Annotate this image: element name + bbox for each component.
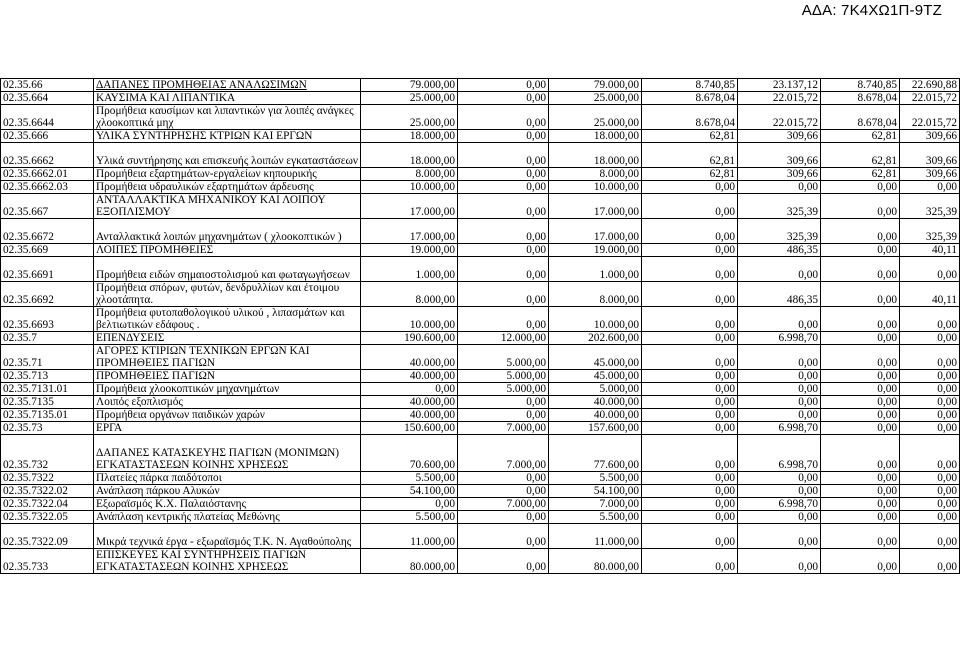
row-col4: 0,00 <box>642 549 738 574</box>
row-col2: 5.000,00 <box>458 383 549 396</box>
row-col2: 0,00 <box>458 130 549 143</box>
row-col5: 309,66 <box>738 168 821 181</box>
row-col6: 0,00 <box>821 370 900 383</box>
row-col1: 190.600,00 <box>361 332 458 345</box>
row-col7: 0,00 <box>900 511 960 524</box>
row-col4: 8.678,04 <box>642 105 738 130</box>
row-col3: 5.500,00 <box>549 511 642 524</box>
row-col6: 0,00 <box>821 524 900 549</box>
row-col7: 40,11 <box>900 244 960 257</box>
row-desc: Ανταλλακτικά λοιπών μηχανημάτων ( χλοοκοπτικών ) <box>94 219 361 244</box>
row-col4: 0,00 <box>642 435 738 472</box>
row-code: 02.35.713 <box>1 370 94 383</box>
row-col4: 8.740,85 <box>642 79 738 92</box>
row-desc: Ανάπλαση πάρκου Αλυκών <box>94 485 361 498</box>
row-desc: ΕΠΕΝΔΥΣΕΙΣ <box>94 332 361 345</box>
row-col6: 0,00 <box>821 244 900 257</box>
row-col4: 62,81 <box>642 168 738 181</box>
row-col5: 0,00 <box>738 383 821 396</box>
row-col4: 0,00 <box>642 194 738 219</box>
row-col5: 0,00 <box>738 409 821 422</box>
row-col1: 40.000,00 <box>361 409 458 422</box>
row-col5: 22.015,72 <box>738 105 821 130</box>
row-col1: 1.000,00 <box>361 257 458 282</box>
table-row <box>1 549 960 574</box>
row-code: 02.35.7135 <box>1 396 94 409</box>
row-col4: 62,81 <box>642 143 738 168</box>
row-col3: 54.100,00 <box>549 485 642 498</box>
row-col6: 0,00 <box>821 383 900 396</box>
row-col4: 0,00 <box>642 498 738 511</box>
row-col7: 0,00 <box>900 472 960 485</box>
row-col4: 0,00 <box>642 485 738 498</box>
row-desc: ΕΠΙΣΚΕΥΕΣ ΚΑΙ ΣΥΝΤΗΡΗΣΕΙΣ ΠΑΓΙΩΝ ΕΓΚΑΤΑΣΤΑΣΕΩΝ ΚΟΙΝΗΣ ΧΡΗΣΕΩΣ <box>94 549 361 574</box>
row-col2: 0,00 <box>458 79 549 92</box>
row-col6: 0,00 <box>821 332 900 345</box>
row-col1: 11.000,00 <box>361 524 458 549</box>
row-col1: 18.000,00 <box>361 130 458 143</box>
row-col1: 17.000,00 <box>361 194 458 219</box>
row-col3: 11.000,00 <box>549 524 642 549</box>
table-row <box>1 498 960 511</box>
row-code: 02.35.73 <box>1 422 94 435</box>
row-col1: 54.100,00 <box>361 485 458 498</box>
row-desc: ΠΡΟΜΗΘΕΙΕΣ ΠΑΓΙΩΝ <box>94 370 361 383</box>
row-col4: 0,00 <box>642 472 738 485</box>
row-col7: 40,11 <box>900 282 960 307</box>
row-col7: 0,00 <box>900 345 960 370</box>
row-col3: 202.600,00 <box>549 332 642 345</box>
row-col7: 309,66 <box>900 143 960 168</box>
table-row <box>1 79 960 92</box>
row-code: 02.35.6692 <box>1 282 94 307</box>
row-col6: 0,00 <box>821 498 900 511</box>
row-desc: ΕΡΓΑ <box>94 422 361 435</box>
table-row <box>1 332 960 345</box>
row-desc: ΑΝΤΑΛΛΑΚΤΙΚΑ ΜΗΧΑΝΙΚΟΥ ΚΑΙ ΛΟΙΠΟΥ ΕΞΟΠΛΙΣΜΟΥ <box>94 194 361 219</box>
row-code: 02.35.7135.01 <box>1 409 94 422</box>
budget-table <box>0 78 960 574</box>
row-col5: 22.015,72 <box>738 92 821 105</box>
budget-rows <box>1 79 960 574</box>
row-col6: 0,00 <box>821 219 900 244</box>
row-col6: 0,00 <box>821 511 900 524</box>
row-col1: 150.600,00 <box>361 422 458 435</box>
row-col2: 5.000,00 <box>458 345 549 370</box>
row-col4: 62,81 <box>642 130 738 143</box>
row-col1: 19.000,00 <box>361 244 458 257</box>
row-col3: 157.600,00 <box>549 422 642 435</box>
row-desc: ΑΓΟΡΕΣ ΚΤΙΡΙΩΝ ΤΕΧΝΙΚΩΝ ΕΡΓΩΝ ΚΑΙ ΠΡΟΜΗΘΕΙΕΣ ΠΑΓΙΩΝ <box>94 345 361 370</box>
row-col3: 40.000,00 <box>549 396 642 409</box>
row-desc: ΔΑΠΑΝΕΣ ΚΑΤΑΣΚΕΥΗΣ ΠΑΓΙΩΝ (ΜΟΝΙΜΩΝ) ΕΓΚΑΤΑΣΤΑΣΕΩΝ ΚΟΙΝΗΣ ΧΡΗΣΕΩΣ <box>94 435 361 472</box>
row-col2: 7.000,00 <box>458 435 549 472</box>
row-code: 02.35.667 <box>1 194 94 219</box>
row-code: 02.35.7322.09 <box>1 524 94 549</box>
row-col1: 40.000,00 <box>361 345 458 370</box>
row-col7: 22.690,88 <box>900 79 960 92</box>
row-col2: 0,00 <box>458 396 549 409</box>
row-col3: 1.000,00 <box>549 257 642 282</box>
table-row <box>1 511 960 524</box>
row-desc: Προμήθεια οργάνων παιδικών χαρών <box>94 409 361 422</box>
row-col6: 0,00 <box>821 549 900 574</box>
row-col3: 40.000,00 <box>549 409 642 422</box>
row-code: 02.35.6693 <box>1 307 94 332</box>
row-col1: 80.000,00 <box>361 549 458 574</box>
row-col5: 486,35 <box>738 282 821 307</box>
row-desc: ΛΟΙΠΕΣ ΠΡΟΜΗΘΕΙΕΣ <box>94 244 361 257</box>
row-desc: Προμήθεια φυτοπαθολογικού υλικού , λιπασμάτων και βελτιωτικών εδάφους . <box>94 307 361 332</box>
row-col4: 0,00 <box>642 409 738 422</box>
row-code: 02.35.7322 <box>1 472 94 485</box>
row-col4: 0,00 <box>642 307 738 332</box>
row-desc: ΚΑΥΣΙΜΑ ΚΑΙ ΛΙΠΑΝΤΙΚΑ <box>94 92 361 105</box>
row-col4: 0,00 <box>642 396 738 409</box>
row-col5: 0,00 <box>738 511 821 524</box>
row-col4: 0,00 <box>642 370 738 383</box>
row-col5: 0,00 <box>738 345 821 370</box>
row-col2: 0,00 <box>458 181 549 194</box>
row-col2: 0,00 <box>458 244 549 257</box>
row-code: 02.35.6644 <box>1 105 94 130</box>
row-col2: 5.000,00 <box>458 370 549 383</box>
row-col1: 25.000,00 <box>361 105 458 130</box>
row-code: 02.35.7322.02 <box>1 485 94 498</box>
row-col5: 6.998,70 <box>738 332 821 345</box>
row-col7: 0,00 <box>900 370 960 383</box>
row-col5: 6.998,70 <box>738 498 821 511</box>
row-col7: 309,66 <box>900 168 960 181</box>
row-desc: Προμήθεια καυσίμων και λιπαντικών για λοιπές ανάγκες χλοοκοπτικά μηχ <box>94 105 361 130</box>
row-col7: 22.015,72 <box>900 92 960 105</box>
table-row <box>1 105 960 130</box>
row-col4: 0,00 <box>642 257 738 282</box>
row-col4: 0,00 <box>642 524 738 549</box>
row-col3: 8.000,00 <box>549 168 642 181</box>
table-row <box>1 219 960 244</box>
row-desc: Λοιπός εξοπλισμός <box>94 396 361 409</box>
row-col7: 0,00 <box>900 435 960 472</box>
row-col6: 0,00 <box>821 194 900 219</box>
table-row <box>1 435 960 472</box>
row-desc: Υλικά συντήρησης και επισκευής λοιπών εγκαταστάσεων <box>94 143 361 168</box>
row-col5: 6.998,70 <box>738 422 821 435</box>
row-col5: 0,00 <box>738 396 821 409</box>
row-col7: 309,66 <box>900 130 960 143</box>
row-col2: 7.000,00 <box>458 422 549 435</box>
table-row <box>1 92 960 105</box>
row-code: 02.35.7322.05 <box>1 511 94 524</box>
row-code: 02.35.732 <box>1 435 94 472</box>
row-col3: 19.000,00 <box>549 244 642 257</box>
row-col3: 10.000,00 <box>549 181 642 194</box>
row-col4: 0,00 <box>642 345 738 370</box>
row-desc: Προμήθεια σπόρων, φυτών, δενδρυλλίων και έτοιμου χλοοτάπητα. <box>94 282 361 307</box>
row-col1: 25.000,00 <box>361 92 458 105</box>
row-code: 02.35.733 <box>1 549 94 574</box>
row-col3: 5.000,00 <box>549 383 642 396</box>
row-desc: Προμήθεια χλοοκοπτικών μηχανημάτων <box>94 383 361 396</box>
row-col6: 8.678,04 <box>821 92 900 105</box>
row-col5: 0,00 <box>738 181 821 194</box>
row-col2: 0,00 <box>458 524 549 549</box>
table-row <box>1 485 960 498</box>
row-col5: 325,39 <box>738 219 821 244</box>
row-col6: 0,00 <box>821 181 900 194</box>
table-row <box>1 422 960 435</box>
row-col7: 0,00 <box>900 524 960 549</box>
row-col4: 0,00 <box>642 422 738 435</box>
row-col1: 5.500,00 <box>361 511 458 524</box>
row-col7: 0,00 <box>900 181 960 194</box>
table-row <box>1 143 960 168</box>
row-col2: 0,00 <box>458 92 549 105</box>
row-col2: 0,00 <box>458 282 549 307</box>
table-row <box>1 181 960 194</box>
row-col6: 0,00 <box>821 409 900 422</box>
row-col6: 8.678,04 <box>821 105 900 130</box>
row-col7: 0,00 <box>900 383 960 396</box>
row-col1: 40.000,00 <box>361 370 458 383</box>
row-col3: 5.500,00 <box>549 472 642 485</box>
row-col6: 0,00 <box>821 422 900 435</box>
row-code: 02.35.6662.01 <box>1 168 94 181</box>
row-col5: 0,00 <box>738 524 821 549</box>
row-col7: 22.015,72 <box>900 105 960 130</box>
row-col3: 10.000,00 <box>549 307 642 332</box>
row-col1: 8.000,00 <box>361 168 458 181</box>
row-col7: 325,39 <box>900 194 960 219</box>
row-col2: 0,00 <box>458 409 549 422</box>
row-col6: 0,00 <box>821 485 900 498</box>
row-col2: 7.000,00 <box>458 498 549 511</box>
row-col2: 0,00 <box>458 257 549 282</box>
row-desc: Προμήθεια ειδών σημαιοστολισμού και φωταγωγήσεων <box>94 257 361 282</box>
row-col6: 62,81 <box>821 130 900 143</box>
row-col1: 18.000,00 <box>361 143 458 168</box>
row-desc: Ανάπλαση κεντρικής πλατείας Μεθώνης <box>94 511 361 524</box>
row-col3: 17.000,00 <box>549 194 642 219</box>
row-col6: 0,00 <box>821 472 900 485</box>
row-col6: 62,81 <box>821 168 900 181</box>
row-col5: 325,39 <box>738 194 821 219</box>
row-col7: 0,00 <box>900 498 960 511</box>
row-code: 02.35.6672 <box>1 219 94 244</box>
table-row <box>1 472 960 485</box>
row-col4: 0,00 <box>642 219 738 244</box>
row-col3: 18.000,00 <box>549 130 642 143</box>
table-row <box>1 307 960 332</box>
table-row <box>1 168 960 181</box>
row-col4: 0,00 <box>642 383 738 396</box>
row-col7: 0,00 <box>900 409 960 422</box>
row-code: 02.35.7322.04 <box>1 498 94 511</box>
row-col5: 0,00 <box>738 370 821 383</box>
table-row <box>1 282 960 307</box>
row-col1: 5.500,00 <box>361 472 458 485</box>
table-row <box>1 396 960 409</box>
row-col7: 0,00 <box>900 422 960 435</box>
row-col2: 0,00 <box>458 194 549 219</box>
row-col3: 8.000,00 <box>549 282 642 307</box>
table-row <box>1 370 960 383</box>
row-col5: 309,66 <box>738 143 821 168</box>
table-row <box>1 383 960 396</box>
ada-header: ΑΔΑ: 7Κ4ΧΩ1Π-9ΤΖ <box>801 2 942 19</box>
row-desc: Πλατείες πάρκα παιδότοποι <box>94 472 361 485</box>
row-col4: 0,00 <box>642 244 738 257</box>
row-col2: 0,00 <box>458 219 549 244</box>
table-row <box>1 244 960 257</box>
row-col6: 0,00 <box>821 257 900 282</box>
row-col3: 17.000,00 <box>549 219 642 244</box>
table-row <box>1 409 960 422</box>
row-col7: 0,00 <box>900 332 960 345</box>
row-col1: 79.000,00 <box>361 79 458 92</box>
row-col5: 23.137,12 <box>738 79 821 92</box>
row-col4: 0,00 <box>642 282 738 307</box>
row-desc: Εξωραϊσμός Κ.Χ. Παλαιόστανης <box>94 498 361 511</box>
row-col4: 0,00 <box>642 332 738 345</box>
row-col3: 25.000,00 <box>549 92 642 105</box>
row-code: 02.35.6662.03 <box>1 181 94 194</box>
row-col1: 40.000,00 <box>361 396 458 409</box>
row-col7: 0,00 <box>900 307 960 332</box>
row-col3: 80.000,00 <box>549 549 642 574</box>
row-code: 02.35.666 <box>1 130 94 143</box>
table-row <box>1 345 960 370</box>
row-col5: 0,00 <box>738 257 821 282</box>
row-col6: 0,00 <box>821 435 900 472</box>
table-row <box>1 524 960 549</box>
row-col3: 18.000,00 <box>549 143 642 168</box>
row-col7: 0,00 <box>900 485 960 498</box>
row-col4: 0,00 <box>642 511 738 524</box>
row-col2: 0,00 <box>458 307 549 332</box>
row-col6: 0,00 <box>821 396 900 409</box>
row-col1: 10.000,00 <box>361 307 458 332</box>
row-col2: 0,00 <box>458 485 549 498</box>
row-col3: 45.000,00 <box>549 370 642 383</box>
row-col7: 0,00 <box>900 549 960 574</box>
row-col1: 70.600,00 <box>361 435 458 472</box>
row-col1: 0,00 <box>361 383 458 396</box>
row-col2: 0,00 <box>458 549 549 574</box>
row-col3: 45.000,00 <box>549 345 642 370</box>
row-col1: 8.000,00 <box>361 282 458 307</box>
row-col1: 0,00 <box>361 498 458 511</box>
row-col3: 79.000,00 <box>549 79 642 92</box>
row-col7: 325,39 <box>900 219 960 244</box>
row-col3: 25.000,00 <box>549 105 642 130</box>
table-row <box>1 130 960 143</box>
row-col5: 0,00 <box>738 485 821 498</box>
row-col6: 0,00 <box>821 307 900 332</box>
row-col5: 0,00 <box>738 472 821 485</box>
row-code: 02.35.669 <box>1 244 94 257</box>
row-col6: 8.740,85 <box>821 79 900 92</box>
row-desc: Μικρά τεχνικά έργα - εξωραϊσμός Τ.Κ. Ν. Αγαθούπολης <box>94 524 361 549</box>
row-code: 02.35.7131.01 <box>1 383 94 396</box>
row-col2: 0,00 <box>458 168 549 181</box>
row-col3: 77.600,00 <box>549 435 642 472</box>
row-col5: 6.998,70 <box>738 435 821 472</box>
row-desc: ΥΛΙΚΑ ΣΥΝΤΗΡΗΣΗΣ ΚΤΡΙΩΝ ΚΑΙ ΕΡΓΩΝ <box>94 130 361 143</box>
row-col5: 0,00 <box>738 307 821 332</box>
row-col5: 309,66 <box>738 130 821 143</box>
row-col3: 7.000,00 <box>549 498 642 511</box>
row-col5: 486,35 <box>738 244 821 257</box>
table-row <box>1 194 960 219</box>
row-col4: 0,00 <box>642 181 738 194</box>
table-row <box>1 257 960 282</box>
row-col2: 0,00 <box>458 472 549 485</box>
row-col2: 0,00 <box>458 511 549 524</box>
row-col2: 0,00 <box>458 143 549 168</box>
row-col6: 62,81 <box>821 143 900 168</box>
row-col2: 0,00 <box>458 105 549 130</box>
row-col1: 10.000,00 <box>361 181 458 194</box>
row-col4: 8.678,04 <box>642 92 738 105</box>
row-code: 02.35.664 <box>1 92 94 105</box>
row-code: 02.35.6691 <box>1 257 94 282</box>
row-col2: 12.000,00 <box>458 332 549 345</box>
row-col6: 0,00 <box>821 345 900 370</box>
row-col7: 0,00 <box>900 396 960 409</box>
row-col6: 0,00 <box>821 282 900 307</box>
row-desc: Προμήθεια υδραυλικών εξαρτημάτων άρδευσης <box>94 181 361 194</box>
row-col1: 17.000,00 <box>361 219 458 244</box>
row-desc: ΔΑΠΑΝΕΣ ΠΡΟΜΗΘΕΙΑΣ ΑΝΑΛΩΣΙΜΩΝ <box>94 79 361 92</box>
row-col5: 0,00 <box>738 549 821 574</box>
row-code: 02.35.7 <box>1 332 94 345</box>
row-desc: Προμήθεια εξαρτημάτων-εργαλείων κηπουρικής <box>94 168 361 181</box>
row-col7: 0,00 <box>900 257 960 282</box>
row-code: 02.35.71 <box>1 345 94 370</box>
row-code: 02.35.66 <box>1 79 94 92</box>
row-code: 02.35.6662 <box>1 143 94 168</box>
